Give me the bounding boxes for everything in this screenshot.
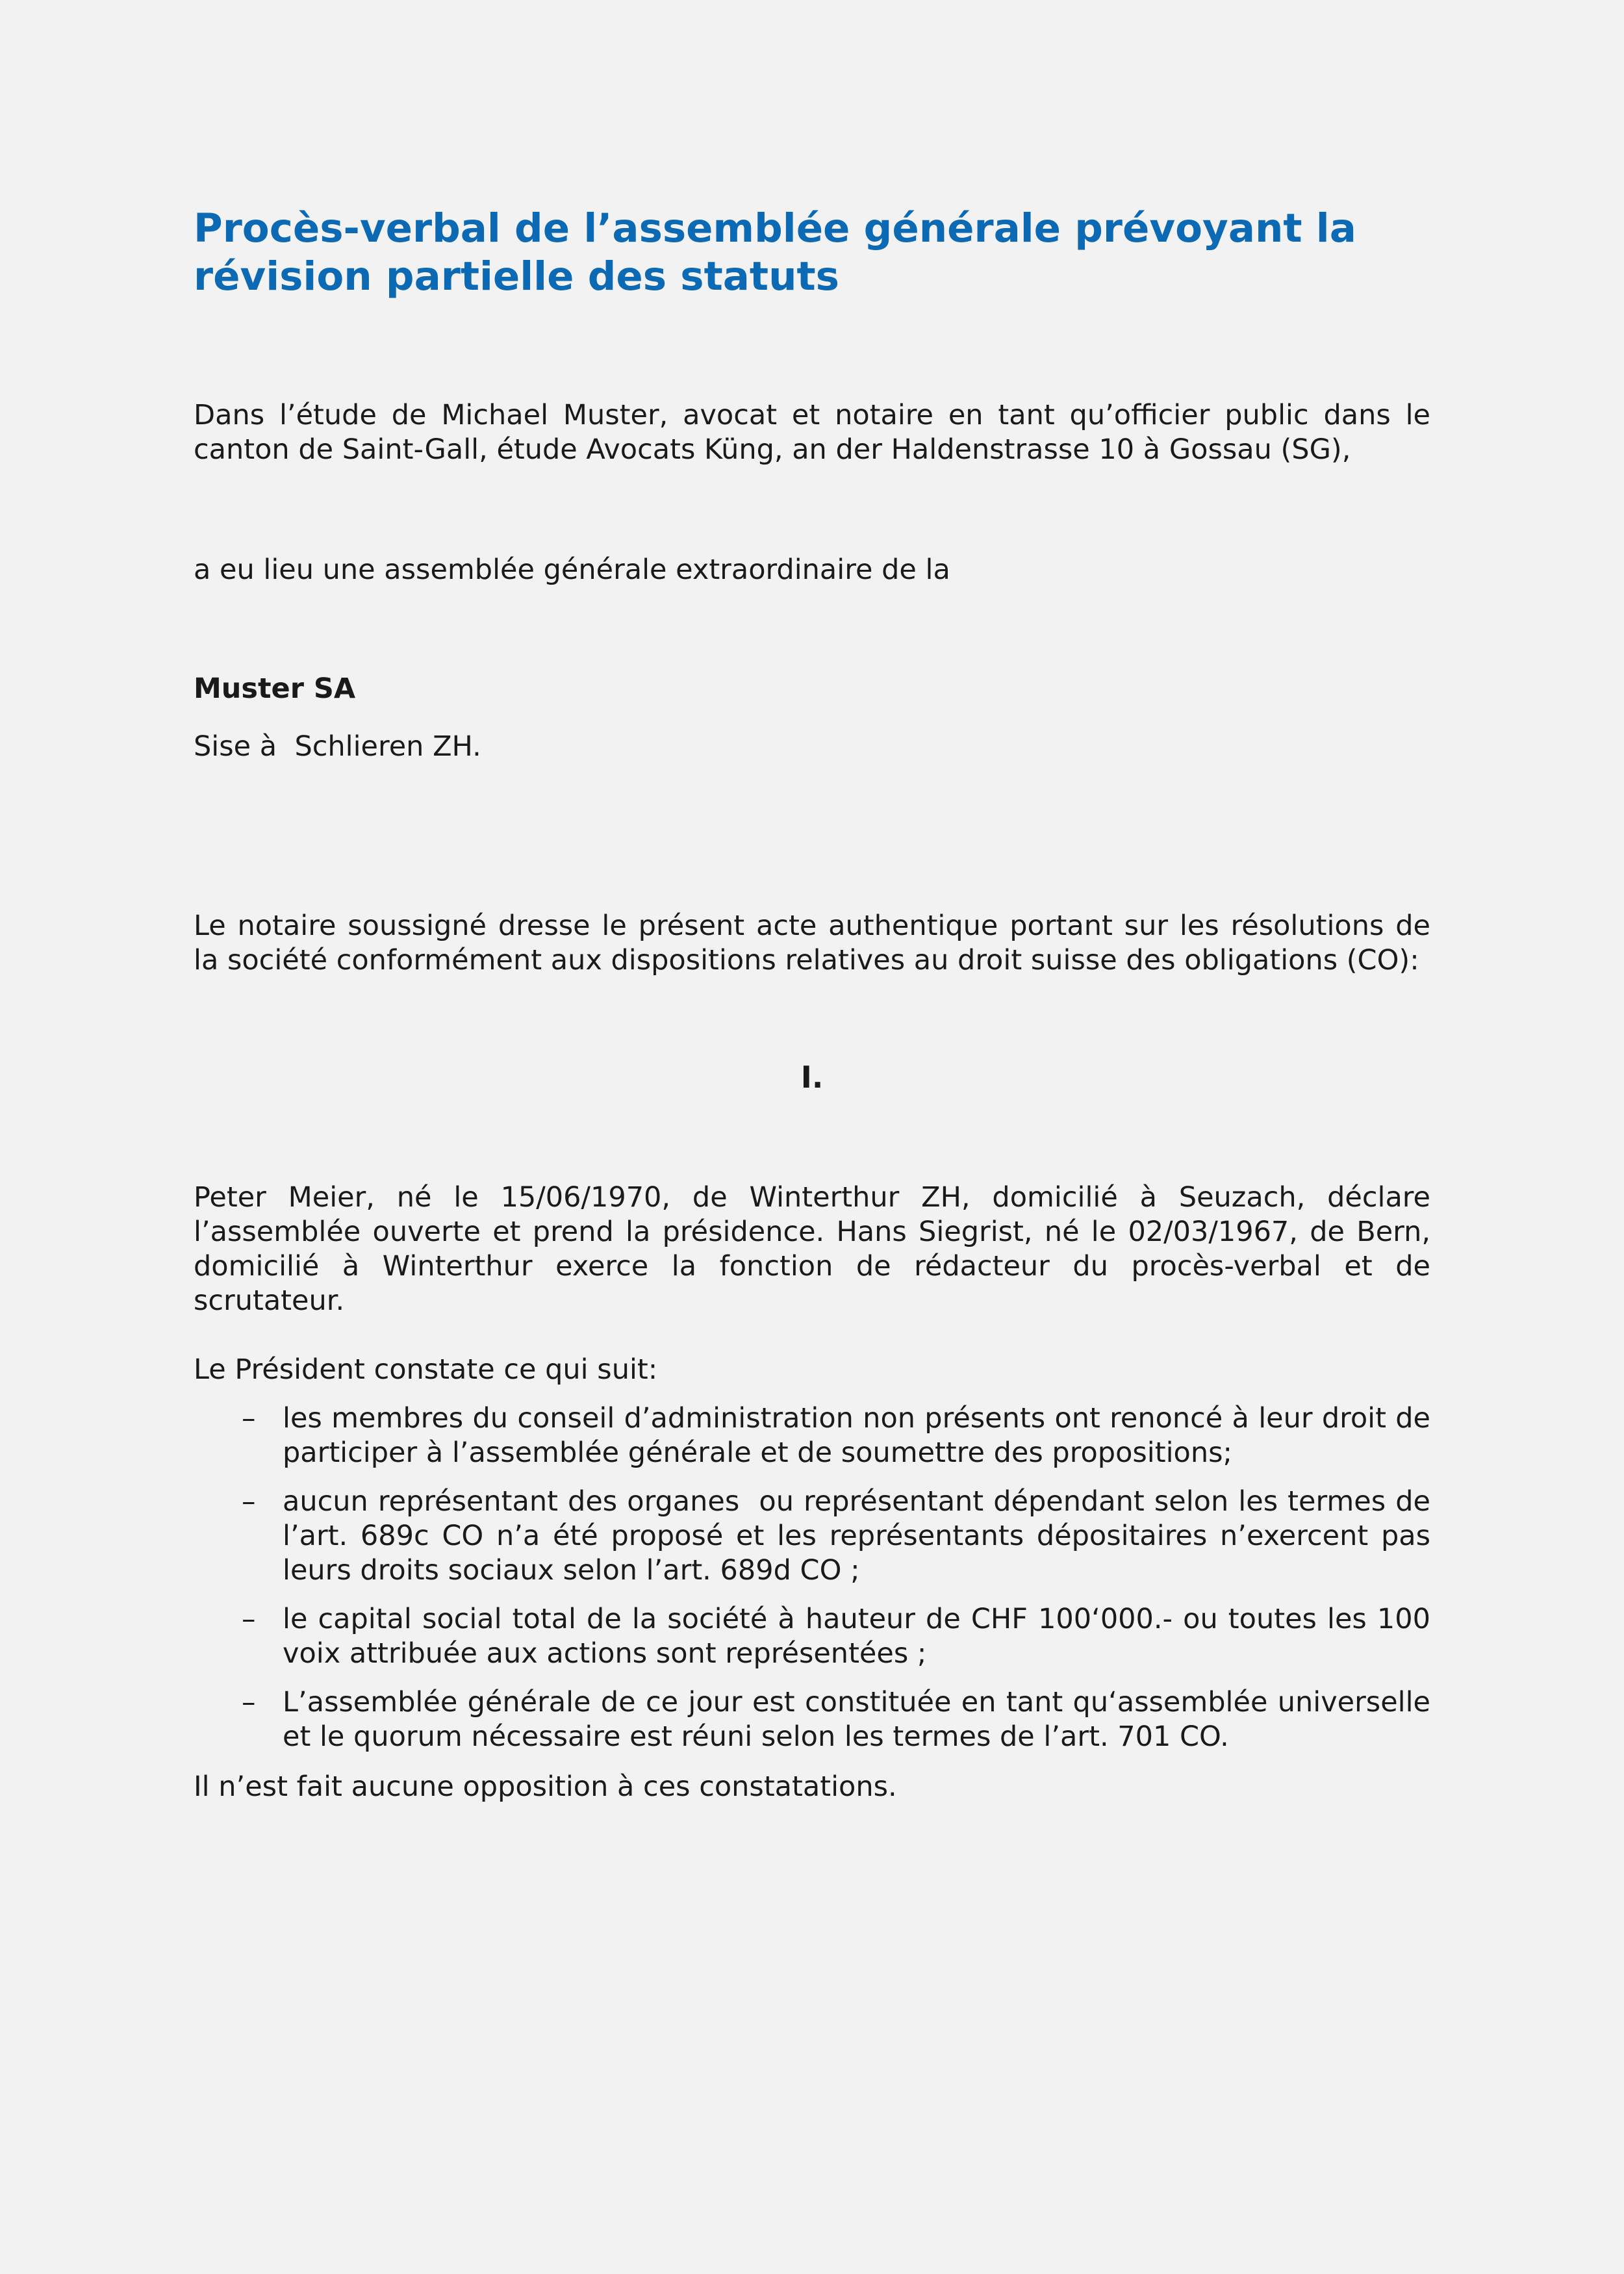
list-item bbox=[194, 1485, 1430, 1588]
closing-line: Il n’est fait aucune opposition à ces constatations. bbox=[194, 1770, 897, 1803]
document-title: Procès-verbal de l’assemblée générale prévoyant la révision partielle des statuts bbox=[194, 205, 1356, 300]
meeting-line: a eu lieu une assemblée générale extraordinaire de la bbox=[194, 554, 950, 586]
list-item-text: le capital social total de la société à hauteur de CHF 100‘000.- ou toutes les 100 voix attribuée aux actions sont représentées ; bbox=[283, 1603, 1430, 1670]
list-item-marker: – bbox=[242, 1402, 256, 1435]
intro-paragraph: Dans l’étude de Michael Muster, avocat et notaire en tant qu’officier public dans le canton de Saint-Gall, étude Avocats Küng, an der Haldenstrasse 10 à Gossau (SG), bbox=[194, 399, 1430, 466]
section-number-heading: I. bbox=[800, 1060, 824, 1095]
company-name: Muster SA bbox=[194, 672, 356, 705]
list-item-marker: – bbox=[242, 1686, 256, 1718]
findings-intro: Le Président constate ce qui suit: bbox=[194, 1353, 658, 1386]
chairman-paragraph: Peter Meier, né le 15/06/1970, de Winterthur ZH, domicilié à Seuzach, déclare l’assemblée ouverte et prend la présidence. Hans Siegrist, né le 02/03/1967, de Bern, domicilié à Winterthur exerce la fonction de rédacteur du procès-verbal et de scrutateur. bbox=[194, 1181, 1430, 1317]
list-item bbox=[194, 1401, 1430, 1470]
company-seat: Sise à Schlieren ZH. bbox=[194, 730, 481, 763]
list-item-text: les membres du conseil d’administration non présents ont renoncé à leur droit de participer à l’assemblée générale et de soumettre des propositions; bbox=[283, 1402, 1430, 1469]
notary-paragraph: Le notaire soussigné dresse le présent acte authentique portant sur les résolutions de la société conformément aux dispositions relatives au droit suisse des obligations (CO): bbox=[194, 910, 1430, 977]
list-item bbox=[194, 1602, 1430, 1671]
list-item-text: L’assemblée générale de ce jour est constituée en tant qu‘assemblée universelle et le quorum nécessaire est réuni selon les termes de l’art. 701 CO. bbox=[283, 1686, 1430, 1753]
list-item-marker: – bbox=[242, 1603, 256, 1635]
list-item-text: aucun représentant des organes ou représentant dépendant selon les termes de l’art. 689c CO n’a été proposé et les représentants dépositaires n’exercent pas leurs droits sociaux selon l’art. 689d CO ; bbox=[283, 1485, 1430, 1587]
list-item bbox=[194, 1685, 1430, 1754]
list-item-marker: – bbox=[242, 1485, 256, 1518]
findings-list bbox=[194, 1401, 1430, 1754]
